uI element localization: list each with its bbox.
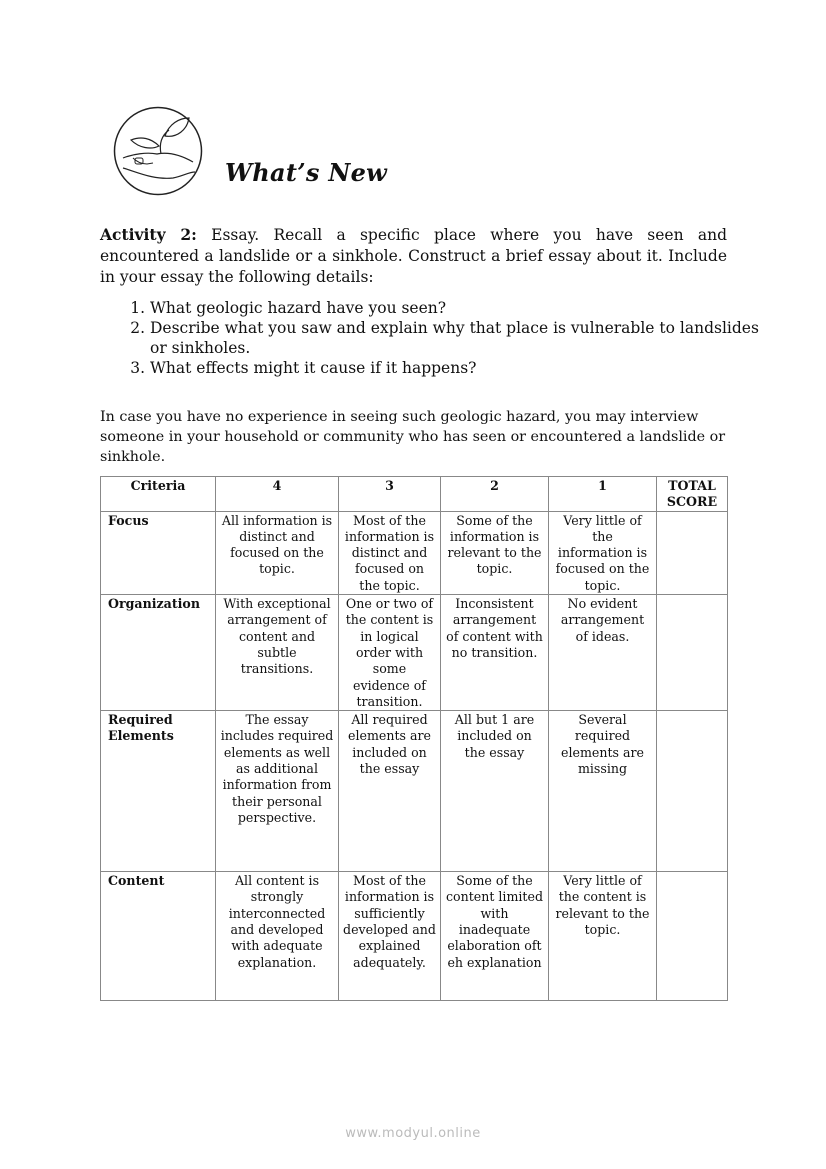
total-score-cell (657, 595, 728, 711)
rubric-cell: Several required elements are missing (549, 711, 657, 872)
rubric-cell: Most of the information is sufficiently developed and explained adequately. (339, 872, 441, 1001)
header-criteria: Criteria (101, 477, 216, 512)
rubric-cell: All information is distinct and focused on the topic. (216, 511, 339, 594)
table-row (101, 595, 728, 711)
question-item: 1. What geologic hazard have you seen? (150, 298, 777, 318)
table-row (101, 511, 728, 594)
rubric-cell: Very little of the information is focused on the topic. (549, 511, 657, 594)
criteria-cell: Required Elements (101, 711, 216, 872)
rubric-cell: Very little of the content is relevant to the topic. (549, 872, 657, 1001)
criteria-cell: Content (101, 872, 216, 1001)
rubric-cell: Some of the information is relevant to the topic. (441, 511, 549, 594)
question-item: 3. What effects might it cause if it happens? (150, 358, 777, 378)
total-score-cell (657, 511, 728, 594)
interview-note: In case you have no experience in seeing such geologic hazard, you may interview someone in your household or community who has seen or encountered a landslide or sinkhole. (100, 409, 726, 465)
rubric-cell: The essay includes required elements as well as additional information from their personal perspective. (216, 711, 339, 872)
rubric-table (100, 476, 728, 1001)
section-title: What’s New (225, 158, 388, 187)
footer-watermark: www.modyul.online (345, 1126, 481, 1141)
criteria-cell: Organization (101, 595, 216, 711)
activity-label: Activity 2: (100, 225, 197, 244)
rubric-cell: All required elements are included on the essay (339, 711, 441, 872)
rubric-cell: Most of the information is distinct and focused on the topic. (339, 511, 441, 594)
rubric-cell: With exceptional arrangement of content and subtle transitions. (216, 595, 339, 711)
header-score-2: 2 (441, 477, 549, 512)
rubric-cell: One or two of the content is in logical order with some evidence of transition. (339, 595, 441, 711)
rubric-cell: All but 1 are included on the essay (441, 711, 549, 872)
header-total-score: TOTAL SCORE (657, 477, 728, 512)
activity-text: Essay. Recall a specific place where you have seen and encountered a landslide or a sinkhole. Construct a brief essay about it. Include in your essay the following details: (100, 226, 727, 286)
total-score-cell (657, 872, 728, 1001)
rubric-cell: Some of the content limited with inadequate elaboration oft eh explanation (441, 872, 549, 1001)
total-score-cell (657, 711, 728, 872)
question-list (100, 298, 777, 378)
header-score-4: 4 (216, 477, 339, 512)
rubric-cell: Inconsistent arrangement of content with no transition. (441, 595, 549, 711)
question-item: 2. Describe what you saw and explain why that place is vulnerable to landslides or sinkholes. (150, 318, 777, 358)
criteria-cell: Focus (101, 511, 216, 594)
header-score-3: 3 (339, 477, 441, 512)
header-score-1: 1 (549, 477, 657, 512)
table-header-row (101, 477, 728, 512)
rubric-cell: No evident arrangement of ideas. (549, 595, 657, 711)
rubric-cell: All content is strongly interconnected and developed with adequate explanation. (216, 872, 339, 1001)
activity-instructions (100, 224, 727, 288)
table-row (101, 872, 728, 1001)
table-row (101, 711, 728, 872)
hand-with-seedling-icon (113, 106, 203, 196)
